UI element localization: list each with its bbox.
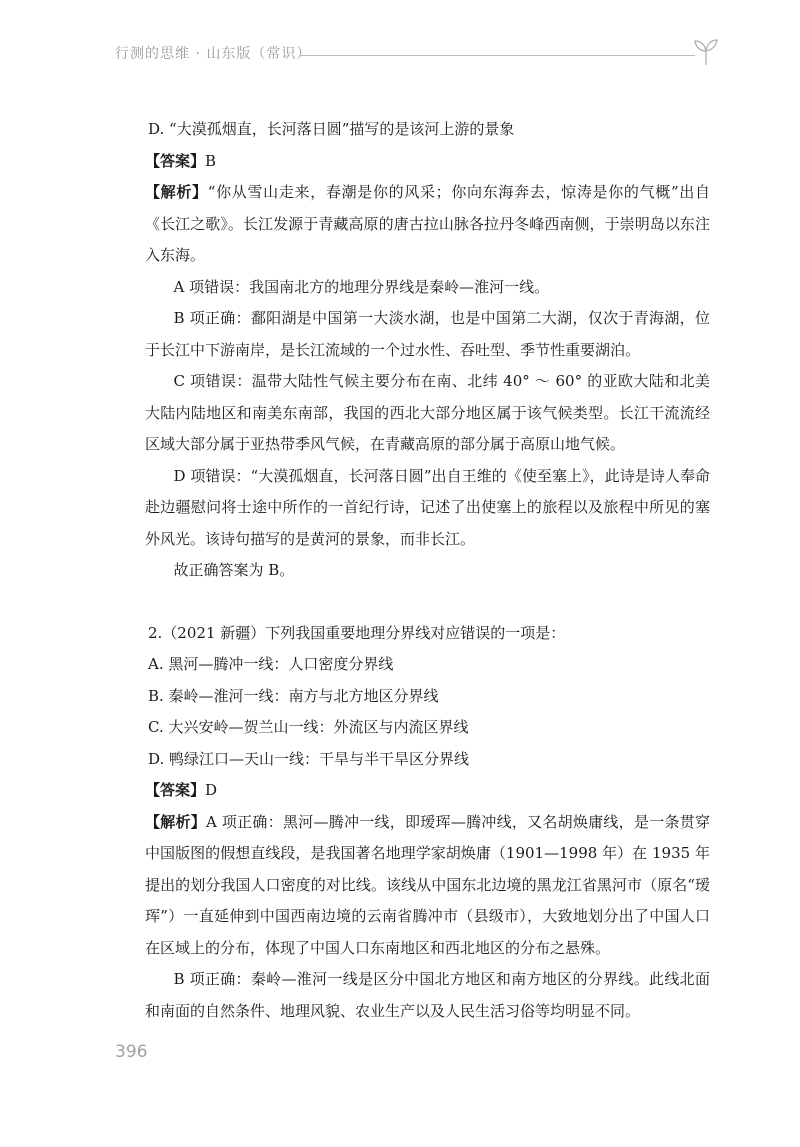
sprout-icon (693, 38, 719, 66)
q2-analysis (145, 807, 710, 965)
q2-option-c: C. 大兴安岭—贺兰山一线：外流区与内流区界线 (148, 718, 469, 736)
page-number: 396 (115, 1042, 148, 1062)
q1-answer (145, 146, 710, 178)
answer-value: D (205, 781, 218, 799)
q2-answer (145, 775, 710, 807)
book-title: 行测的思维 · 山东版（常识） (115, 46, 312, 62)
q1-option-d: D. “大漠孤烟直，长河落日圆”描写的是该河上游的景象 (148, 120, 515, 138)
q1-option-a-explanation: A 项错误：我国南北方的地理分界线是秦岭—淮河一线。 (173, 277, 550, 296)
answer-tag: 【答案】 (145, 781, 206, 799)
analysis-text: “你从雪山走来，春潮是你的风采；你向东海奔去，惊涛是你的气概”出自《长江之歌》。长江发源于青藏高原的唐古拉山脉各拉丹冬峰西南侧，于崇明岛以东注入东海。 (145, 183, 710, 264)
q1-option-b-explanation: B 项正确：鄱阳湖是中国第一大淡水湖，也是中国第二大湖，仅次于青海湖，位于长江中下游南岸，是长江流域的一个过水性、吞吐型、季节性重要湖泊。 (145, 309, 710, 359)
running-header (115, 38, 715, 78)
analysis-text: A 项正确：黑河—腾冲一线，即瑷珲—腾冲线，又名胡焕庸线，是一条贯穿中国版图的假想直线段，是我国著名地理学家胡焕庸（1901—1998 年）在 1935 年提出的划分我国人口密度的对比线。该线从中国东北边境的黑龙江省黑河市（原名“瑷珲”）一直延伸到中国西南边境的云南省腾冲市（县级市），大致地划分出了中国人口在区域上的分布，体现了中国人口东南地区和西北地区的分布之悬殊。 (145, 812, 710, 957)
q2-option-d: D. 鸭绿江口—天山一线：干旱与半干旱区分界线 (148, 749, 470, 768)
page-content (145, 114, 710, 1027)
q2-option-a: A. 黑河—腾冲一线：人口密度分界线 (148, 655, 394, 673)
q2-stem: 2.（2021 新疆）下列我国重要地理分界线对应错误的一项是： (148, 623, 566, 642)
question-gap (145, 587, 710, 618)
answer-value: B (205, 151, 217, 170)
answer-tag: 【答案】 (145, 151, 206, 170)
q1-conclusion: 故正确答案为 B。 (173, 561, 295, 579)
analysis-tag: 【解析】 (145, 812, 207, 831)
q2-option-b: B. 秦岭—淮河一线：南方与北方地区分界线 (148, 686, 439, 705)
q1-option-c-explanation: C 项错误：温带大陆性气候主要分布在南、北纬 40° ～ 60° 的亚欧大陆和北美大陆内陆地区和南美东南部，我国的西北大部分地区属于该气候类型。长江干流流经区域大部分属于亚热带季风气候，在青藏高原的部分属于高原山地气候。 (145, 372, 710, 453)
header-rule (300, 55, 695, 56)
q2-option-b-explanation: B 项正确：秦岭—淮河一线是区分中国北方地区和南方地区的分界线。此线北面和南面的自然条件、地理风貌、农业生产以及人民生活习俗等均明显不同。 (145, 970, 710, 1020)
q1-analysis (145, 177, 710, 272)
q1-option-d-explanation: D 项错误：“大漠孤烟直，长河落日圆”出自王维的《使至塞上》，此诗是诗人奉命赴边疆慰问将士途中所作的一首纪行诗，记述了出使塞上的旅程以及旅程中所见的塞外风光。该诗句描写的是黄河的景象，而非长江。 (145, 466, 710, 548)
analysis-tag: 【解析】 (145, 183, 208, 201)
